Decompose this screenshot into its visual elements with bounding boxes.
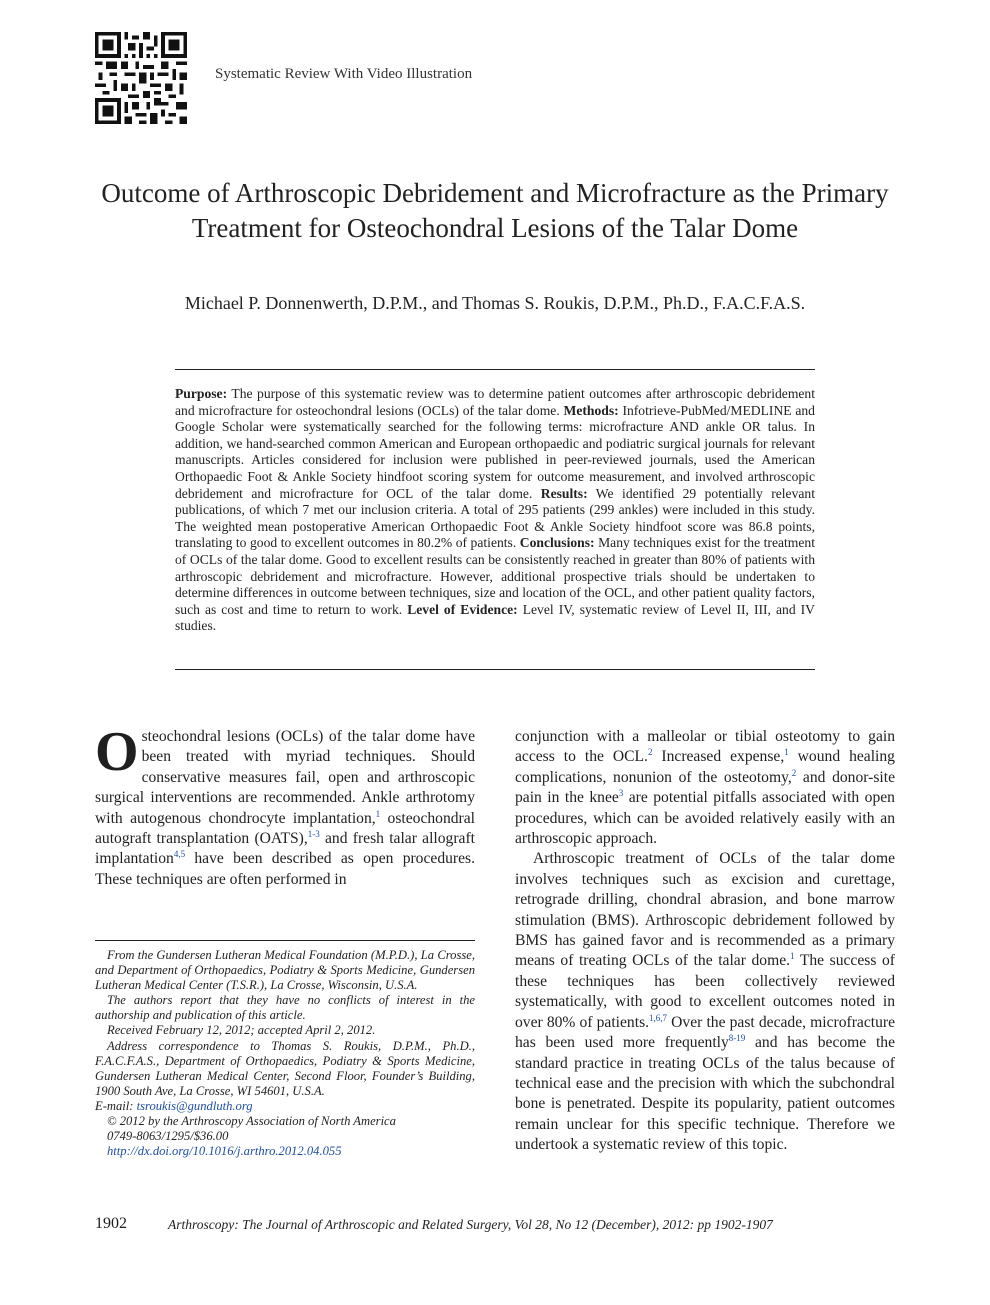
abstract-conclusions-label: Conclusions: (519, 535, 595, 551)
abstract-methods-label: Methods: (563, 402, 619, 418)
abstract-conclusions: Many techniques exist for the treatment of OCLs of the talar dome. Good to excellent results can be consistently reached in greater than 80% of patients with arthroscopic debridement and microfracture. However, additional prospective trials should be undertaken to determine differences in outcome between techniques, size and location of the OCL, and other patient quality factors, such as cost and time to return to work. (175, 535, 815, 617)
citation-link[interactable]: 1 (790, 951, 795, 962)
journal-citation: Arthroscopy: The Journal of Arthroscopic and Related Surgery, Vol 28, No 12 (December), 2012: pp 1902-1907 (168, 1217, 773, 1232)
body-left-column (95, 721, 475, 890)
footnote-code: 0749-8063/1295/$36.00 (107, 1129, 229, 1144)
footnote-conflict: The authors report that they have no conflicts of interest in the authorship and publication of this article. (95, 993, 475, 1023)
body-text: and donor-site pain in the knee (515, 768, 896, 807)
body-text: Over the past decade, microfracture has been used more frequently (515, 1013, 895, 1052)
body-text: conjunction with a malleolar or tibial osteotomy to gain access to the OCL. (515, 728, 895, 766)
abstract-level-label: Level of Evidence: (407, 601, 518, 617)
abstract-purpose: The purpose of this systematic review was to determine patient outcomes after arthroscopic debridement and microfracture for osteochondral lesions (OCLs) of the talar dome. (175, 386, 815, 418)
citation-link[interactable]: 1 (784, 747, 789, 758)
footnotes (95, 948, 475, 1159)
body-right-column (515, 727, 895, 1156)
citation-link[interactable]: 1,6,7 (649, 1012, 668, 1023)
body-text: The success of these techniques has been collectively reviewed systematically, with good to excellent outcomes noted in over 80% of patients. (515, 952, 895, 1031)
citation-link[interactable]: 4,5 (173, 849, 186, 860)
body-text: Increased expense, (652, 748, 785, 766)
body-paragraph (515, 849, 895, 1155)
body-text: wound healing complications, nonunion of the osteotomy, (515, 748, 895, 786)
body-text: and fresh talar allograft implantation (95, 830, 475, 868)
abstract-results-label: Results: (540, 485, 588, 501)
footnote-address: Address correspondence to Thomas S. Roukis, D.P.M., Ph.D., F.A.C.F.A.S., Department of Orthopaedics, Podiatry & Sports Medicine, Gundersen Lutheran Medical Center, Second Floor, Founder’s Building, 1900 South Ave, La Crosse, WI 54601, U.S.A. (95, 1038, 475, 1098)
abstract-purpose-label: Purpose: (175, 386, 228, 401)
section-type-label: Systematic Review With Video Illustration (215, 66, 473, 82)
article-title: Outcome of Arthroscopic Debridement and Microfracture as the Primary Treatment for Osteochondral Lesions of the Talar Dome (101, 178, 889, 243)
citation-link[interactable]: 2 (791, 767, 797, 778)
abstract-top-rule (175, 369, 815, 370)
email-link[interactable]: tsroukis@gundluth.org (136, 1098, 253, 1113)
body-text: are potential pitfalls associated with open procedures, which can be avoided relatively easily with an arthroscopic approach. (515, 789, 895, 848)
citation-link[interactable]: 8-19 (728, 1033, 746, 1044)
body-text: Arthroscopic treatment of OCLs of the talar dome involves techniques such as excision and curettage, retrograde drilling, chondral abrasion, and bone marrow stimulation (BMS). Arthroscopic debridement followed by BMS has gained favor and is recommended as a primary means of treating OCLs of the talar dome. (515, 850, 895, 970)
citation-link[interactable]: 3 (618, 788, 624, 799)
abstract-level: Level IV, systematic review of Level II, III, and IV studies. (175, 601, 815, 634)
footnote-affiliation: From the Gundersen Lutheran Medical Foundation (M.P.D.), La Crosse, and Department of Orthopaedics, Podiatry & Sports Medicine, Gundersen Lutheran Medical Center (T.S.R.), La Crosse, Wisconsin, U.S.A. (95, 948, 475, 993)
drop-cap: O (95, 721, 139, 783)
body-paragraph (515, 727, 895, 849)
footnote-email-line (95, 1099, 475, 1114)
qr-code-icon (95, 32, 187, 124)
abstract-methods: Infotrieve-PubMed/MEDLINE and Google Scholar were systematically searched for the following terms: microfracture AND ankle OR talus. In addition, we hand-searched common American and European orthopaedic and podiatric surgical journals for relevant manuscripts. Articles considered for inclusion were published in peer-reviewed journals, used the American Orthopaedic Foot & Ankle Society hindfoot scoring system for outcome measurement, and involved arthroscopic debridement and microfracture for OCL of the talar dome. (175, 402, 815, 501)
body-text: steochondral lesions (OCLs) of the talar dome have been treated with myriad techniques. Should conservative measures fail, open and arthroscopic surgical interventions are recommended. Ankle arthrotomy with autogenous chondrocyte implantation, (95, 728, 475, 827)
body-paragraph (95, 721, 475, 890)
footnote-email-label: E-mail: (95, 1098, 137, 1113)
doi-link[interactable]: http://dx.doi.org/10.1016/j.arthro.2012.04.055 (107, 1144, 342, 1159)
abstract (175, 386, 815, 635)
abstract-bottom-rule (175, 669, 815, 670)
footnote-copyright: © 2012 by the Arthroscopy Association of North America (107, 1114, 396, 1129)
citation-link[interactable]: 2 (647, 747, 653, 758)
citation-link[interactable]: 1-3 (307, 829, 320, 840)
body-text: and has become the standard practice in treating OCLs of the talus because of technical ease and the precision with which the subchondral bone is penetrated. Despite its popularity, patient outcomes remain unclear for this specific technique. Therefore we undertook a systematic review of this topic. (515, 1034, 895, 1154)
page-number: 1902 (95, 1215, 127, 1232)
abstract-results: We identified 29 potentially relevant publications, of which 7 met our inclusion criteria. A total of 295 patients (299 ankles) were included in this study. The weighted mean postoperative American Orthopaedic Foot & Ankle Society hindfoot score was 86.8 points, translating to good to excellent outcomes in 80.2% of patients. (175, 485, 815, 551)
article-authors: Michael P. Donnenwerth, D.P.M., and Thomas S. Roukis, D.P.M., Ph.D., F.A.C.F.A.S. (184, 293, 806, 313)
footnote-rule (95, 940, 475, 941)
body-text: have been described as open procedures. These techniques are often performed in (95, 850, 475, 888)
body-text: osteochondral autograft transplantation (OATS), (95, 809, 475, 848)
footnote-dates: Received February 12, 2012; accepted April 2, 2012. (107, 1023, 376, 1038)
citation-link[interactable]: 1 (375, 808, 381, 819)
